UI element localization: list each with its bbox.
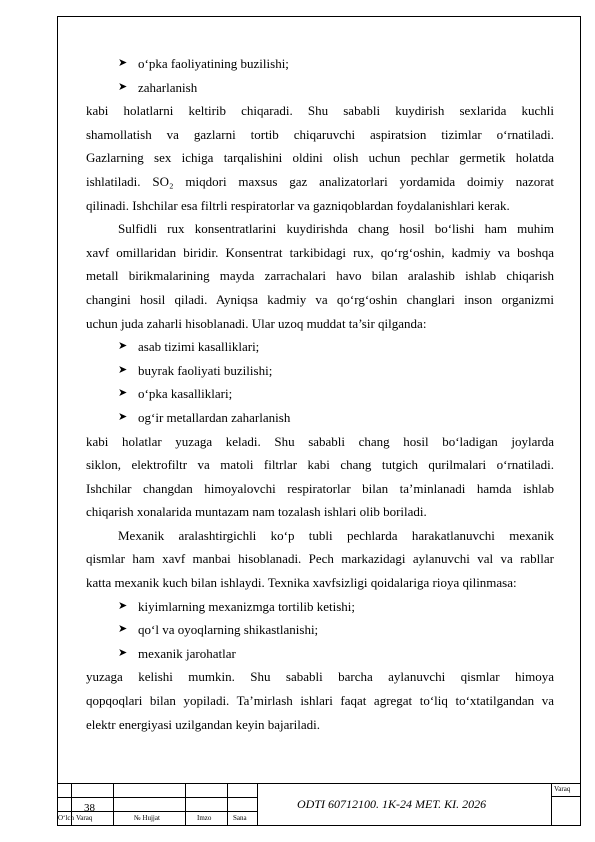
title-block-col-line: [227, 783, 228, 826]
list-item: ➤ zaharlanish: [118, 76, 554, 100]
text-line: metall birikmalarining mayda zarrachalari havo bilan aralashib ishlab chiqarish: [86, 268, 554, 284]
title-block-col-line: [551, 783, 552, 826]
column-label: Sana: [233, 814, 247, 822]
arrow-bullet-icon: ➤: [118, 646, 128, 659]
arrow-bullet-icon: ➤: [118, 363, 128, 376]
paragraph-3: [86, 430, 554, 524]
text-line: shamollatish va gazlarni tortib chiqaruvchi aspiratsion tizimlar o‘rnatiladi.: [86, 126, 554, 142]
text-line: kabi holatlar yuzaga keladi. Shu sababli chang hosil bo‘ladigan joylarda: [86, 433, 554, 449]
text-line: ishlatiladi. SO₂ miqdori maxsus gaz analizatorlari yordamida doimiy nazorat: [86, 173, 554, 189]
list-item: ➤ o‘pka kasalliklari;: [118, 382, 554, 406]
text-line: Gazlarning sex ichiga tarqalishini oldini olish uchun pechlar germetik holatda: [86, 150, 554, 166]
list-item: ➤ o‘pka faoliyatining buzilishi;: [118, 52, 554, 76]
paragraph-1: [86, 99, 554, 217]
column-label: Varaq: [76, 814, 93, 822]
text-line: xavf omillaridan biridir. Konsentrat tarkibidagi rux, qo‘rg‘oshin, kadmiy va boshqa: [86, 244, 554, 260]
arrow-bullet-icon: ➤: [118, 340, 128, 353]
list-item: ➤ asab tizimi kasalliklari;: [118, 335, 554, 359]
document-code: ODTI 60712100. 1K-24 MET. KI. 2026: [297, 797, 487, 811]
text-line: Ishchilar changdan himoyalovchi respiratorlar bilan ta’minlanadi hamda ishlab: [86, 480, 554, 496]
title-block-col-line: [113, 783, 114, 826]
list-item: ➤ qo‘l va oyoqlarning shikastlanishi;: [118, 618, 554, 642]
arrow-bullet-icon: ➤: [118, 623, 128, 636]
text-line: qopqoqlari bilan yopiladi. Ta’mirlash ishlari faqat agregat to‘liq to‘xtatilgandan va: [86, 693, 554, 709]
text-line: qismlar ham xavf manbai hisoblanadi. Pech markazidagi aylanuvchi val va rabllar: [86, 551, 554, 567]
list-item: ➤ og‘ir metallardan zaharlanish: [118, 406, 554, 430]
arrow-bullet-icon: ➤: [118, 57, 128, 69]
text-line: chiqarish xonalarida muntazam nam tozalash ishlari olib boriladi.: [86, 504, 427, 520]
sheet-cell-line: [551, 796, 581, 797]
title-block-col-line: [185, 783, 186, 826]
bullet-list-1: [118, 52, 554, 99]
text-line: kabi holatlarni keltirib chiqaradi. Shu sababli kuydirish sexlarida kuchli: [86, 103, 554, 119]
paragraph-5: [86, 665, 554, 736]
text-line: uchun juda zaharli hisoblanadi. Ular uzoq muddat ta’sir qilganda:: [86, 315, 427, 331]
list-item: ➤ kiyimlarning mexanizmga tortilib ketishi;: [118, 595, 554, 619]
text-line: siklon, elektrofiltr va matoli filtrlar kabi chang tutgich qurilmalari o‘rnatiladi.: [86, 457, 554, 473]
arrow-bullet-icon: ➤: [118, 410, 128, 423]
title-block: [57, 783, 581, 826]
paragraph-4: [86, 524, 554, 595]
arrow-bullet-icon: ➤: [118, 599, 128, 612]
sheet-label: Varaq: [554, 785, 571, 793]
column-label: O‘lch: [58, 814, 74, 822]
title-block-top-line: [57, 783, 581, 784]
text-line: Mexanik aralashtirgichli ko‘p tubli pechlarda harakatlanuvchi mexanik: [118, 527, 554, 543]
arrow-bullet-icon: ➤: [118, 80, 128, 93]
list-item: ➤ buyrak faoliyati buzilishi;: [118, 359, 554, 383]
text-line: Sulfidli rux konsentratlarini kuydirishda chang hosil bo‘lishi ham muhim: [118, 221, 554, 237]
paragraph-2: [86, 217, 554, 335]
page-number: 38: [84, 802, 95, 814]
text-line: katta mexanik kuch bilan ishlaydi. Texnika xavfsizligi qoidalariga rioya qilinmasa:: [86, 575, 517, 591]
bullet-list-2: [118, 335, 554, 429]
text-line: qilinadi. Ishchilar esa filtrli respiratorlar va gazniqoblardan foydalanishlari kerak.: [86, 197, 510, 213]
document-body: [86, 52, 554, 736]
title-block-col-line: [257, 783, 258, 826]
column-label: № Hujjat: [134, 814, 160, 822]
arrow-bullet-icon: ➤: [118, 387, 128, 400]
list-item: ➤ mexanik jarohatlar: [118, 642, 554, 666]
text-line: yuzaga kelishi mumkin. Shu sababli barcha aylanuvchi qismlar himoya: [86, 669, 554, 685]
column-label: Imzo: [197, 814, 212, 822]
text-line: changini hosil qiladi. Ayniqsa kadmiy va qo‘rg‘oshin changlari inson organizmi: [86, 291, 554, 307]
bullet-list-3: [118, 595, 554, 666]
text-line: elektr energiyasi uzilgandan keyin bajariladi.: [86, 716, 321, 732]
